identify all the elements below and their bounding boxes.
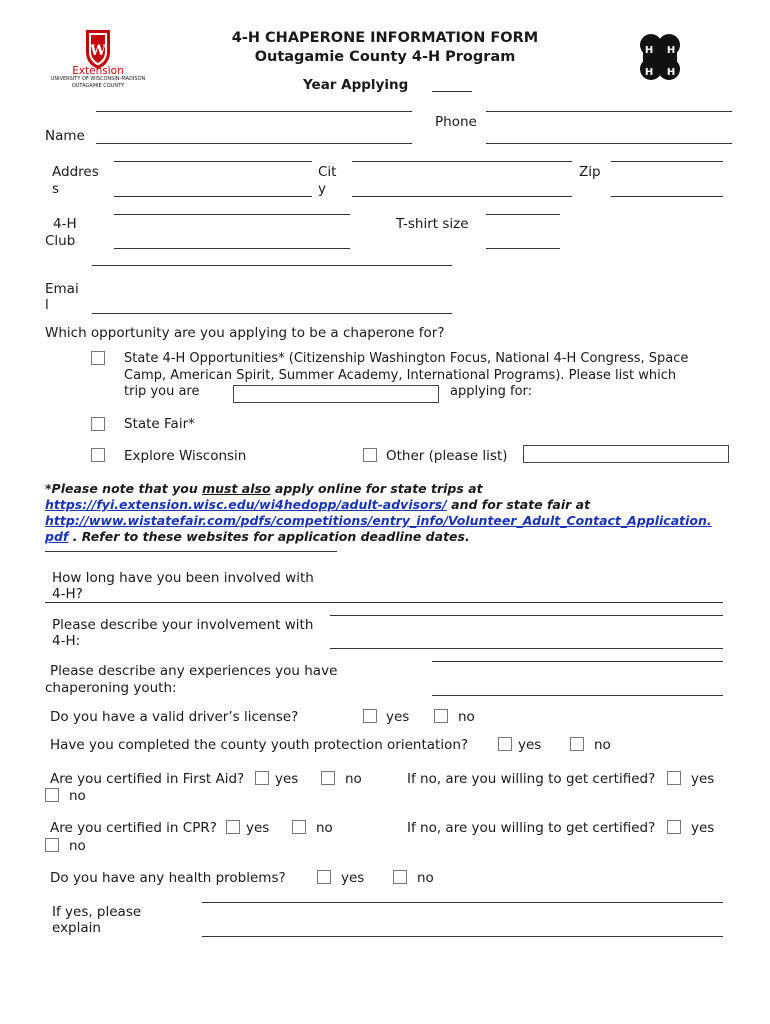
tshirt-field[interactable]: [486, 248, 560, 249]
license-yes-checkbox[interactable]: [363, 709, 377, 723]
orientation-no-label: no: [594, 737, 611, 753]
first-aid-no-label: no: [345, 771, 362, 787]
club-label-b: Club: [45, 233, 76, 249]
cpr-yes-checkbox[interactable]: [226, 820, 240, 834]
opportunity-question: Which opportunity are you applying to be a chaperone for?: [45, 325, 445, 341]
explain-label-b: explain: [52, 920, 101, 936]
health-no-label: no: [417, 870, 434, 886]
other-label: Other (please list): [386, 448, 508, 464]
extension-logo-name: Extension: [72, 65, 124, 77]
health-yes-checkbox[interactable]: [317, 870, 331, 884]
address-field[interactable]: [114, 196, 312, 197]
how-long-field[interactable]: [45, 602, 723, 603]
extension-logo-line2: OUTAGAMIE COUNTY: [71, 83, 125, 89]
involvement-field[interactable]: [330, 648, 723, 649]
zip-line-top[interactable]: [611, 161, 723, 162]
name-label: Name: [45, 128, 85, 144]
first-aid-yes-checkbox[interactable]: [255, 771, 269, 785]
other-input[interactable]: [523, 445, 729, 463]
state-fair-link-part1[interactable]: http://www.wistatefair.com/pdfs/competitions/entry_info/Volunteer_Adult_Contact_Application.: [45, 513, 712, 528]
email-field[interactable]: [92, 313, 452, 314]
address-label-b: s: [52, 181, 60, 197]
phone-label: Phone: [435, 114, 477, 130]
zip-label: Zip: [579, 164, 601, 180]
phone-line-top[interactable]: [486, 111, 732, 112]
address-label-a: Addres: [52, 164, 99, 180]
explain-label-a: If yes, please: [52, 904, 142, 920]
trip-input[interactable]: [233, 385, 439, 403]
state-opportunities-line2: Camp, American Spirit, Summer Academy, International Programs). Please list which: [124, 368, 677, 383]
state-opportunities-checkbox[interactable]: [91, 351, 105, 365]
state-fair-label: State Fair*: [124, 416, 195, 432]
explore-wisconsin-checkbox[interactable]: [91, 448, 105, 462]
state-fair-checkbox[interactable]: [91, 417, 105, 431]
uw-crest-icon: [46, 28, 150, 70]
first-aid-willing-question: If no, are you willing to get certified?: [407, 771, 656, 787]
address-line-top[interactable]: [114, 161, 312, 162]
explore-wisconsin-label: Explore Wisconsin: [124, 448, 247, 464]
name-field[interactable]: [96, 143, 412, 144]
explain-line-top[interactable]: [202, 902, 723, 903]
first-aid-willing-no-label: no: [69, 788, 86, 804]
first-aid-question: Are you certified in First Aid?: [50, 771, 245, 787]
involvement-line-top[interactable]: [330, 615, 723, 616]
year-applying-line[interactable]: [432, 91, 472, 92]
city-label-a: Cit: [318, 164, 337, 180]
note-text-1: *Please note that you: [45, 481, 203, 496]
zip-field[interactable]: [611, 196, 723, 197]
note-text-3: . Refer to these websites for application deadline dates.: [68, 529, 470, 544]
note-text-1b: apply online for state trips at: [270, 481, 483, 496]
email-label-a: Emai: [45, 281, 79, 297]
cpr-willing-no-checkbox[interactable]: [45, 838, 59, 852]
involvement-label-b: 4-H:: [52, 633, 81, 649]
club-line-top[interactable]: [114, 214, 350, 215]
application-note: [45, 481, 735, 545]
license-yes-label: yes: [386, 709, 410, 725]
orientation-question: Have you completed the county youth protection orientation?: [50, 737, 469, 753]
city-label-b: y: [318, 181, 326, 197]
city-field[interactable]: [352, 196, 572, 197]
orientation-yes-label: yes: [518, 737, 542, 753]
four-h-clover-logo: [634, 32, 686, 84]
first-aid-willing-yes-label: yes: [691, 771, 715, 787]
extension-logo: [46, 28, 150, 92]
other-checkbox[interactable]: [363, 448, 377, 462]
svg-text:H: H: [644, 45, 654, 56]
tshirt-label: T-shirt size: [396, 216, 469, 232]
state-opportunities-line3a: trip you are: [124, 384, 200, 399]
first-aid-yes-label: yes: [275, 771, 299, 787]
cpr-willing-yes-checkbox[interactable]: [667, 820, 681, 834]
first-aid-willing-no-checkbox[interactable]: [45, 788, 59, 802]
how-long-label-a: How long have you been involved with: [52, 570, 314, 586]
club-label-a: 4-H: [53, 216, 77, 232]
cpr-question: Are you certified in CPR?: [50, 820, 217, 836]
first-aid-no-checkbox[interactable]: [321, 771, 335, 785]
cpr-willing-no-label: no: [69, 838, 86, 854]
svg-text:H: H: [666, 45, 676, 56]
cpr-willing-yes-label: yes: [691, 820, 715, 836]
adult-advisors-link[interactable]: https://fyi.extension.wisc.edu/wi4hedopp/adult-advisors/: [45, 497, 447, 512]
experience-label-a: Please describe any experiences you have: [50, 663, 338, 679]
license-question: Do you have a valid driver’s license?: [50, 709, 299, 725]
state-opportunities-line3b: applying for:: [450, 384, 533, 399]
city-line-top[interactable]: [352, 161, 572, 162]
cpr-no-checkbox[interactable]: [292, 820, 306, 834]
note-emphasis: must also: [202, 481, 271, 496]
email-line-top[interactable]: [92, 265, 452, 266]
phone-field[interactable]: [486, 143, 732, 144]
year-applying-label: Year Applying: [303, 77, 409, 93]
state-opportunities-line1: State 4-H Opportunities* (Citizenship Washington Focus, National 4-H Congress, Space: [124, 351, 689, 366]
note-text-2: and for state fair at: [446, 497, 591, 512]
section-divider: [45, 551, 337, 552]
health-yes-label: yes: [341, 870, 365, 886]
svg-text:W: W: [90, 43, 106, 59]
email-label-b: l: [45, 297, 49, 313]
license-no-label: no: [458, 709, 475, 725]
cpr-willing-question: If no, are you willing to get certified?: [407, 820, 656, 836]
experience-line-top[interactable]: [432, 661, 723, 662]
how-long-label-b: 4-H?: [52, 586, 83, 602]
orientation-yes-checkbox[interactable]: [498, 737, 512, 751]
svg-text:H: H: [666, 67, 676, 78]
first-aid-willing-yes-checkbox[interactable]: [667, 771, 681, 785]
health-no-checkbox[interactable]: [393, 870, 407, 884]
tshirt-line-top[interactable]: [486, 214, 560, 215]
club-field[interactable]: [114, 248, 350, 249]
license-no-checkbox[interactable]: [434, 709, 448, 723]
orientation-no-checkbox[interactable]: [570, 737, 584, 751]
health-question: Do you have any health problems?: [50, 870, 286, 886]
name-line-top[interactable]: [96, 111, 412, 112]
explain-field[interactable]: [202, 936, 723, 937]
svg-text:H: H: [644, 67, 654, 78]
cpr-no-label: no: [316, 820, 333, 836]
experience-field[interactable]: [432, 695, 723, 696]
page-subtitle: Outagamie County 4-H Program: [254, 49, 516, 65]
involvement-label-a: Please describe your involvement with: [52, 617, 314, 633]
clover-icon: [634, 32, 686, 84]
extension-logo-line1: UNIVERSITY OF WISCONSIN-MADISON: [50, 76, 146, 82]
page-title: 4-H CHAPERONE INFORMATION FORM: [231, 30, 539, 46]
state-fair-link-part2[interactable]: pdf: [45, 529, 69, 544]
cpr-yes-label: yes: [246, 820, 270, 836]
experience-label-b: chaperoning youth:: [45, 680, 177, 696]
